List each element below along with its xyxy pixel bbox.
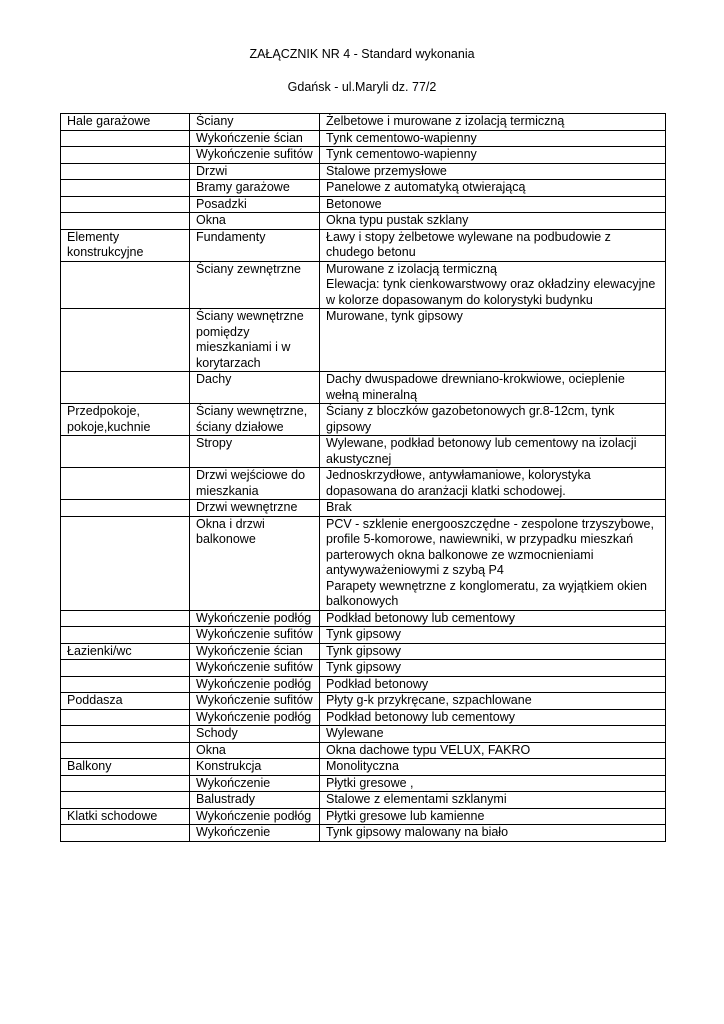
category-cell	[61, 147, 190, 164]
table-row	[61, 660, 666, 677]
category-cell	[61, 627, 190, 644]
category-cell	[61, 436, 190, 468]
description-paragraph: Płytki gresowe lub kamienne	[326, 808, 485, 823]
category-cell	[61, 213, 190, 230]
description-cell	[320, 693, 666, 710]
description-paragraph: Stalowe z elementami szklanymi	[326, 792, 507, 806]
element-cell: Ściany zewnętrzne	[190, 261, 320, 309]
description-paragraph: Ściany z bloczków gazobetonowych gr.8-12cm, tynk gipsowy	[326, 404, 615, 434]
description-paragraph: Jednoskrzydłowe, antywłamaniowe, kolorystyka dopasowana do aranżacji klatki schodowej.	[326, 468, 591, 498]
table-row	[61, 163, 666, 180]
category-cell	[61, 261, 190, 309]
description-cell	[320, 627, 666, 644]
table-row	[61, 213, 666, 230]
description-cell	[320, 180, 666, 197]
element-cell: Fundamenty	[190, 229, 320, 261]
table-row	[61, 742, 666, 759]
description-cell	[320, 643, 666, 660]
description-paragraph: Okna dachowe typu VELUX, FAKRO	[326, 742, 531, 757]
element-cell: Schody	[190, 726, 320, 743]
category-cell: Przedpokoje, pokoje,kuchnie	[61, 404, 190, 436]
table-row	[61, 500, 666, 517]
description-paragraph: Monolityczna	[326, 759, 399, 773]
category-cell	[61, 180, 190, 197]
description-paragraph: Betonowe	[326, 196, 382, 211]
element-cell: Wykończenie podłóg	[190, 709, 320, 726]
element-cell: Ściany wewnętrzne, ściany działowe	[190, 404, 320, 436]
table-row	[61, 372, 666, 404]
description-paragraph: Żelbetowe i murowane z izolacją termiczną	[326, 114, 565, 128]
description-paragraph: Tynk gipsowy	[326, 660, 402, 674]
description-cell	[320, 196, 666, 213]
description-paragraph: Płytki gresowe ,	[326, 775, 414, 790]
description-paragraph: Tynk cementowo-wapienny	[326, 147, 477, 161]
description-paragraph: Tynk gipsowy	[326, 643, 402, 658]
table-row	[61, 196, 666, 213]
element-cell: Wykończenie sufitów	[190, 660, 320, 677]
category-cell: Łazienki/wc	[61, 643, 190, 660]
category-cell	[61, 709, 190, 726]
description-cell	[320, 676, 666, 693]
document-title: ZAŁĄCZNIK NR 4 - Standard wykonania	[249, 47, 475, 61]
category-cell: Klatki schodowe	[61, 808, 190, 825]
table-row	[61, 775, 666, 792]
category-cell	[61, 196, 190, 213]
standard-specification-table	[60, 113, 666, 842]
table-row	[61, 825, 666, 842]
description-paragraph: Tynk cementowo-wapienny	[326, 130, 477, 145]
description-cell	[320, 372, 666, 404]
description-cell	[320, 742, 666, 759]
description-cell	[320, 759, 666, 776]
element-cell: Wykończenie	[190, 775, 320, 792]
description-paragraph: Dachy dwuspadowe drewniano-krokwiowe, ocieplenie wełną mineralną	[326, 372, 625, 402]
description-paragraph: Stalowe przemysłowe	[326, 163, 447, 178]
table-row	[61, 759, 666, 776]
description-cell	[320, 213, 666, 230]
table-row	[61, 627, 666, 644]
element-cell: Wykończenie sufitów	[190, 627, 320, 644]
description-cell	[320, 610, 666, 627]
description-paragraph: Brak	[326, 500, 352, 514]
description-paragraph: Wylewane	[326, 726, 384, 740]
category-cell	[61, 726, 190, 743]
description-paragraph: Płyty g-k przykręcane, szpachlowane	[326, 693, 532, 707]
table-row	[61, 130, 666, 147]
category-cell: Poddasza	[61, 693, 190, 710]
element-cell: Balustrady	[190, 792, 320, 809]
category-cell	[61, 516, 190, 610]
element-cell: Wykończenie podłóg	[190, 808, 320, 825]
table-row	[61, 309, 666, 372]
element-cell: Wykończenie sufitów	[190, 693, 320, 710]
description-paragraph: Okna typu pustak szklany	[326, 213, 469, 227]
category-cell	[61, 468, 190, 500]
category-cell	[61, 309, 190, 372]
description-paragraph: Ławy i stopy żelbetowe wylewane na podbudowie z chudego betonu	[326, 229, 611, 259]
table-row	[61, 261, 666, 309]
description-cell	[320, 147, 666, 164]
description-cell	[320, 516, 666, 610]
table-row	[61, 808, 666, 825]
category-cell	[61, 792, 190, 809]
description-paragraph: Murowane, tynk gipsowy	[326, 309, 463, 323]
category-cell	[61, 742, 190, 759]
category-cell	[61, 610, 190, 627]
element-cell: Wykończenie podłóg	[190, 676, 320, 693]
table-row	[61, 709, 666, 726]
element-cell: Stropy	[190, 436, 320, 468]
element-cell: Wykończenie podłóg	[190, 610, 320, 627]
element-cell: Wykończenie	[190, 825, 320, 842]
description-cell	[320, 709, 666, 726]
element-cell: Drzwi wejściowe do mieszkania	[190, 468, 320, 500]
description-cell	[320, 261, 666, 309]
description-cell	[320, 726, 666, 743]
element-cell: Ściany	[190, 114, 320, 131]
description-cell	[320, 130, 666, 147]
description-paragraph: Murowane z izolacją termiczną	[326, 261, 497, 276]
category-cell	[61, 372, 190, 404]
description-paragraph: Tynk gipsowy malowany na biało	[326, 825, 509, 839]
table-row	[61, 436, 666, 468]
table-row	[61, 147, 666, 164]
description-cell	[320, 775, 666, 792]
table-row	[61, 180, 666, 197]
element-cell: Drzwi	[190, 163, 320, 180]
category-cell	[61, 130, 190, 147]
description-cell	[320, 660, 666, 677]
description-paragraph: PCV - szklenie energooszczędne - zespolone trzyszybowe, profile 5-komorowe, nawiewniki, w przypadku mieszkań parterowych okna balkonowe ze wzmocnieniami antywyważeniowymi z szybą P4	[326, 516, 654, 577]
table-row	[61, 610, 666, 627]
description-paragraph: Wylewane, podkład betonowy lub cementowy na izolacji akustycznej	[326, 436, 637, 466]
description-cell	[320, 468, 666, 500]
category-cell	[61, 775, 190, 792]
element-cell: Okna i drzwi balkonowe	[190, 516, 320, 610]
description-cell	[320, 792, 666, 809]
element-cell: Ściany wewnętrzne pomiędzy mieszkaniami i w korytarzach	[190, 309, 320, 372]
category-cell: Elementy konstrukcyjne	[61, 229, 190, 261]
category-cell	[61, 676, 190, 693]
description-cell	[320, 500, 666, 517]
element-cell: Wykończenie ścian	[190, 130, 320, 147]
table-row	[61, 676, 666, 693]
description-paragraph: Parapety wewnętrzne z konglomeratu, za wyjątkiem okien balkonowych	[326, 578, 647, 608]
table-row	[61, 114, 666, 131]
table-row	[61, 516, 666, 610]
description-cell	[320, 229, 666, 261]
description-cell	[320, 825, 666, 842]
category-cell: Hale garażowe	[61, 114, 190, 131]
element-cell: Bramy garażowe	[190, 180, 320, 197]
element-cell: Konstrukcja	[190, 759, 320, 776]
category-cell	[61, 825, 190, 842]
description-paragraph: Podkład betonowy lub cementowy	[326, 709, 516, 724]
element-cell: Wykończenie sufitów	[190, 147, 320, 164]
element-cell: Okna	[190, 213, 320, 230]
table-row	[61, 468, 666, 500]
category-cell: Balkony	[61, 759, 190, 776]
table-row	[61, 792, 666, 809]
table-row	[61, 404, 666, 436]
description-cell	[320, 808, 666, 825]
element-cell: Posadzki	[190, 196, 320, 213]
description-cell	[320, 163, 666, 180]
description-paragraph: Elewacja: tynk cienkowarstwowy oraz okładziny elewacyjne w kolorze dopasowanym do kolorystyki budynku	[326, 277, 656, 307]
description-cell	[320, 436, 666, 468]
specification-table-body	[61, 114, 666, 842]
element-cell: Dachy	[190, 372, 320, 404]
document-subtitle: Gdańsk - ul.Maryli dz. 77/2	[287, 80, 437, 94]
table-row	[61, 693, 666, 710]
description-paragraph: Panelowe z automatyką otwierającą	[326, 180, 526, 194]
description-paragraph: Tynk gipsowy	[326, 627, 402, 641]
description-cell	[320, 114, 666, 131]
description-paragraph: Podkład betonowy lub cementowy	[326, 610, 516, 625]
category-cell	[61, 500, 190, 517]
category-cell	[61, 163, 190, 180]
description-cell	[320, 404, 666, 436]
description-paragraph: Podkład betonowy	[326, 676, 429, 691]
table-row	[61, 726, 666, 743]
element-cell: Okna	[190, 742, 320, 759]
table-row	[61, 643, 666, 660]
description-cell	[320, 309, 666, 372]
table-row	[61, 229, 666, 261]
element-cell: Wykończenie ścian	[190, 643, 320, 660]
element-cell: Drzwi wewnętrzne	[190, 500, 320, 517]
category-cell	[61, 660, 190, 677]
